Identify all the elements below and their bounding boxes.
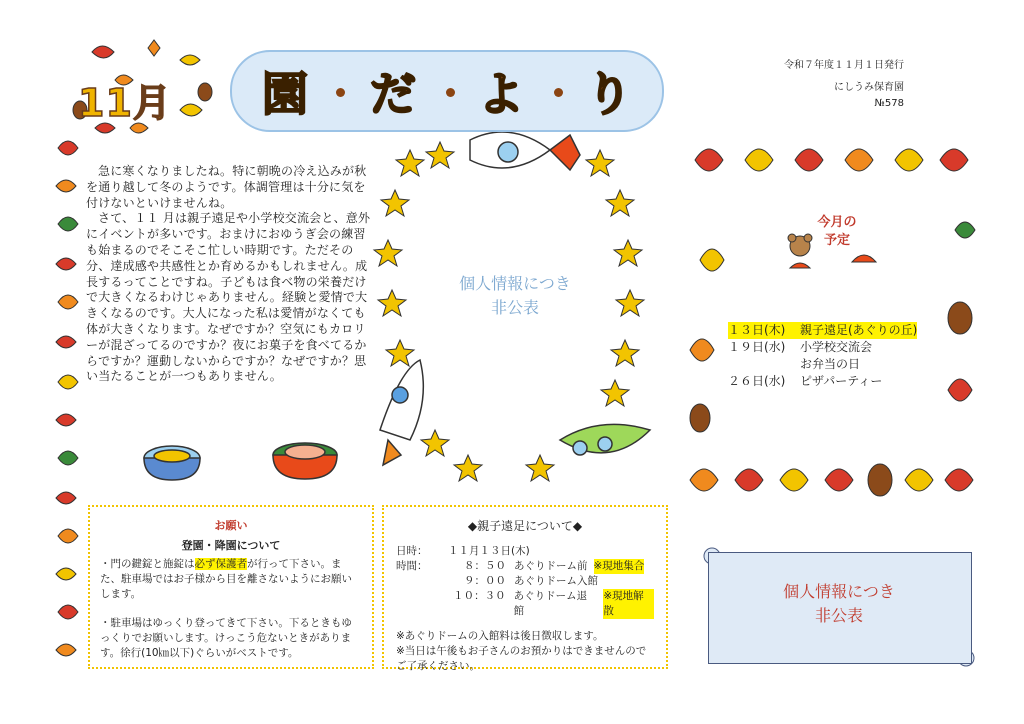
schedule-list (728, 322, 917, 390)
excursion-date: 日時： １１月１３日(木) (396, 545, 530, 557)
excursion-time-row: 時間： ８：５０ あぐりドーム前 ※現地集合 (396, 560, 645, 572)
title-dot (446, 88, 455, 97)
privacy-line: 個人情報につき (783, 582, 895, 601)
rocket-icon (470, 132, 580, 170)
rocket-icon (560, 424, 650, 455)
schedule-date: ２６日(水) (728, 374, 786, 388)
excursion-note: ※当日は午後もお子さんのお預かりはできませんのでご了承ください。 (396, 645, 647, 672)
monthly-schedule-badge: 今月の 予定 (817, 215, 857, 248)
privacy-notice-center (420, 272, 610, 320)
leaf-row-right-bottom (690, 464, 973, 496)
rocket-icon (380, 360, 423, 465)
title-char: よ (478, 67, 524, 121)
month-label: 11月 (78, 81, 172, 125)
request-item: ・門の鍵錠と施錠は必ず保護者が行って下さい。また、駐車場ではお子様から目を離さないようにお願いします。 (100, 558, 352, 600)
schedule-date (728, 356, 800, 373)
privacy-line: 非公表 (490, 298, 539, 317)
pot-icon (273, 443, 337, 479)
issue-number: №578 (874, 98, 904, 109)
request-box (88, 505, 374, 669)
title-dot (554, 88, 563, 97)
request-subheader: 登園・降園について (181, 539, 281, 552)
schedule-row (728, 356, 917, 373)
schedule-event: ピザパーティー (800, 374, 883, 388)
request-item: ・駐車場はゆっくり登ってきて下さい。下るときもゆっくりでお願いします。けっこう危ないときがあります。徐行(10㎞以下)ぐらいがベストです。 (100, 617, 352, 659)
excursion-note: ※あぐりドームの入館料は後日徴収します。 (396, 630, 604, 642)
schedule-event: お弁当の日 (800, 357, 861, 371)
title-dot (336, 88, 345, 97)
schedule-row (728, 322, 917, 339)
issue-date: 令和７年度１１月１日発行 (784, 60, 904, 71)
privacy-line: 非公表 (814, 606, 863, 625)
privacy-line: 個人情報につき (459, 274, 571, 293)
title-char: 園 (262, 67, 308, 121)
schedule-event: 小学校交流会 (800, 340, 873, 354)
intro-paragraph: さて、１１ 月は親子遠足や小学校交流会と、意外にイベントが多いです。おまけにおゆうぎ会の練習も始まるのでそこそこ忙しい時期です。ただその分、達成感や共感性とか育めるかもしれません。成長するってことですね。子どもは食べ物の栄養だけで大きくなるわけじゃありません。経験と愛情で大きくなるのです。大人になった私は愛情がなくても体が大きくなります。なぜですか？空気にもカロリーが混ざってるのですか？夜にお菓子を食べてるからですか？運動しないからですか？なぜですか？思い当たることが一つもありません。 (86, 211, 371, 384)
title-char: り (586, 67, 632, 121)
schedule-date: １３日(木) (728, 323, 786, 337)
intro-text (86, 164, 376, 385)
highlight-text: 必ず保護者 (194, 558, 247, 570)
schedule-row (728, 339, 917, 356)
intro-paragraph: 急に寒くなりましたね。特に朝晩の冷え込みが秋を通り越して冬のようです。体調管理は十分に気を付けないといけませんね。 (86, 164, 367, 210)
leaf-column-left (56, 141, 78, 656)
parent-excursion-box (382, 505, 668, 672)
title-char: だ (370, 67, 416, 121)
request-header: お願い (214, 519, 248, 532)
excursion-title: ◆親子遠足について◆ (467, 519, 583, 533)
excursion-time-row: ９：００ あぐりドーム入館 (464, 575, 598, 587)
school-name: にしうみ保育園 (834, 82, 904, 93)
schedule-date: １９日(水) (728, 340, 786, 354)
pot-icon (144, 446, 200, 480)
privacy-notice-scroll (708, 580, 970, 628)
excursion-time-row: １０：３０ あぐりドーム退館 ※現地解散 (396, 589, 654, 619)
schedule-event: 親子遠足(あぐりの丘) (800, 323, 918, 337)
schedule-row (728, 373, 917, 390)
